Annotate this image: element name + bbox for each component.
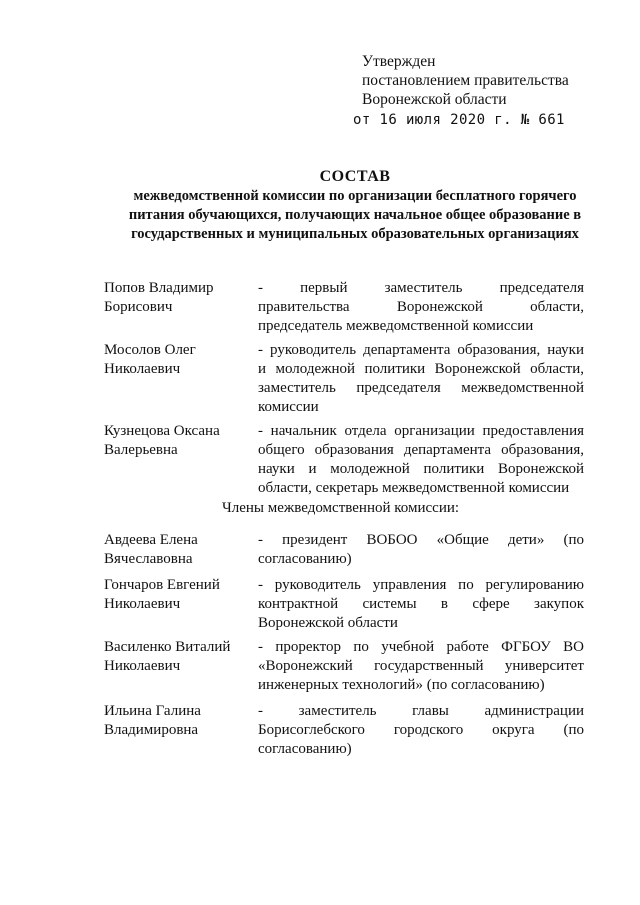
approval-date-number: от 16 июля 2020 г. № 661 (353, 112, 565, 128)
member-role (258, 279, 584, 336)
role-line: - первый заместитель председателя (258, 280, 584, 296)
role-line: заместитель председателя межведомственной (258, 380, 584, 396)
role-line: - руководитель управления по регулированию (258, 577, 584, 593)
subtitle-line: государственных и муниципальных образовательных организациях (131, 226, 579, 242)
role-line: общего образования департамента образования, (258, 442, 584, 458)
role-line: - руководитель департамента образования, науки (258, 342, 584, 358)
member-role (258, 638, 584, 695)
name-line: Авдеева Елена (104, 532, 198, 548)
subtitle-line: питания обучающихся, получающих начальное общее образование в (128, 207, 582, 223)
role-line: контрактной системы в сфере закупок (258, 596, 584, 612)
role-line: согласованию) (258, 741, 352, 757)
subtitle-line: межведомственной комиссии по организации бесплатного горячего (133, 188, 577, 204)
member-name (104, 702, 254, 740)
member-name (104, 279, 254, 317)
member-name (104, 422, 254, 460)
member-role (258, 702, 584, 759)
document-title: СОСТАВ (319, 168, 391, 185)
approval-block (353, 52, 569, 130)
name-line: Ильина Галина (104, 703, 201, 719)
member-name (104, 638, 254, 676)
role-line: области, секретарь межведомственной комиссии (258, 480, 570, 496)
name-line: Гончаров Евгений (104, 577, 220, 593)
name-line: Попов Владимир (104, 280, 214, 296)
name-line: Валерьевна (104, 442, 178, 458)
name-line: Борисович (104, 299, 173, 315)
name-line: Владимировна (104, 722, 199, 738)
member-role (258, 576, 584, 633)
role-line: Борисоглебского городского округа (по (258, 722, 584, 738)
name-line: Василенко Виталий (104, 639, 231, 655)
name-line: Николаевич (104, 658, 181, 674)
role-line: - заместитель главы администрации (258, 703, 584, 719)
member-role (258, 531, 584, 569)
approval-line-2: постановлением правительства (362, 72, 569, 89)
member-name (104, 341, 254, 379)
name-line: Вячеславовна (104, 551, 193, 567)
name-line: Николаевич (104, 361, 181, 377)
name-line: Николаевич (104, 596, 181, 612)
role-line: и молодежной политики Воронежской области, (258, 361, 584, 377)
approval-line-1: Утвержден (362, 53, 436, 70)
role-line: правительства Воронежской области, (258, 299, 584, 315)
member-name (104, 576, 254, 614)
role-line: «Воронежский государственный университет (258, 658, 584, 674)
approval-line-3: Воронежской области (362, 91, 507, 108)
members-heading: Члены межведомственной комиссии: (222, 500, 460, 516)
name-line: Кузнецова Оксана (104, 423, 220, 439)
role-line: председатель межведомственной комиссии (258, 318, 534, 334)
name-line: Мосолов Олег (104, 342, 196, 358)
role-line: науки и молодежной политики Воронежской (258, 461, 584, 477)
document-subtitle (100, 187, 610, 244)
role-line: комиссии (258, 399, 319, 415)
member-role (258, 341, 584, 417)
role-line: инженерных технологий» (по согласованию) (258, 677, 545, 693)
document-title-block (100, 167, 610, 244)
role-line: согласованию) (258, 551, 352, 567)
role-line: - начальник отдела организации предоставления (258, 423, 584, 439)
role-line: Воронежской области (258, 615, 398, 631)
member-name (104, 531, 254, 569)
role-line: - президент ВОБОО «Общие дети» (по (258, 532, 584, 548)
role-line: - проректор по учебной работе ФГБОУ ВО (258, 639, 584, 655)
member-role (258, 422, 584, 498)
